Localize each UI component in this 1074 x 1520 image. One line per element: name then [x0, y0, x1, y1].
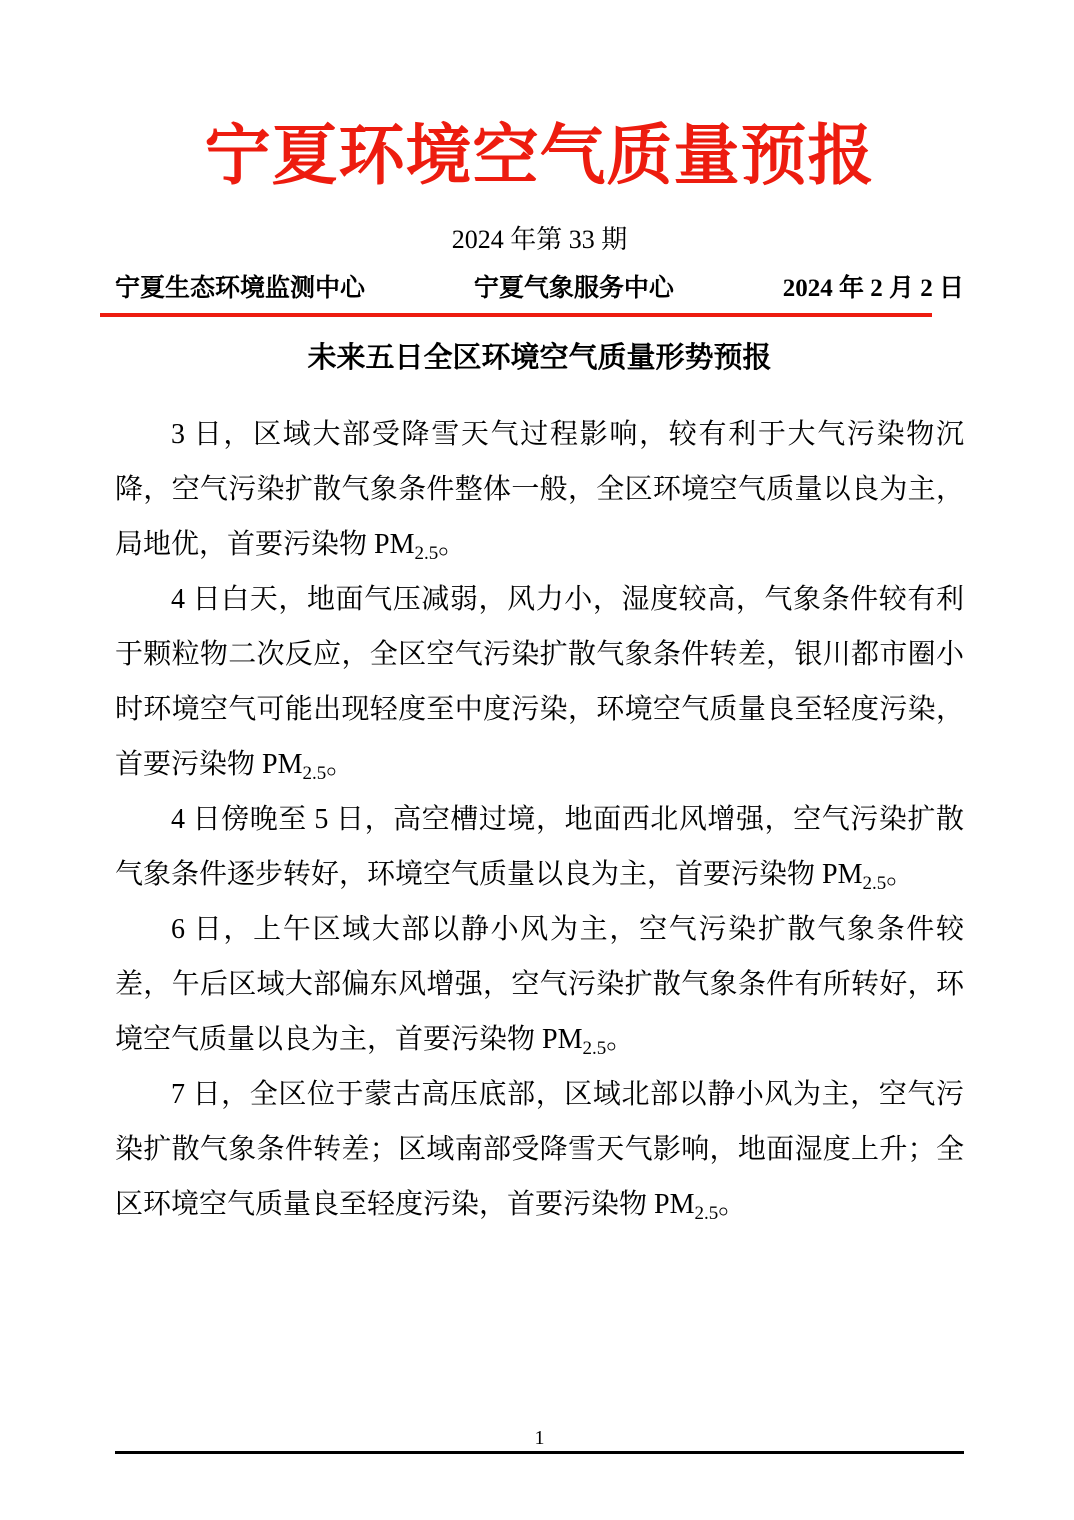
masthead	[115, 272, 964, 306]
forecast-paragraph-4	[115, 902, 964, 1067]
pollutant-subscript: 2.5	[302, 763, 327, 784]
page-number: 1	[534, 1427, 545, 1449]
org-center: 宁夏气象服务中心	[473, 275, 674, 302]
section-heading: 未来五日全区环境空气质量形势预报	[307, 342, 772, 374]
pollutant-subscript: 2.5	[582, 1038, 607, 1059]
pollutant-name: PM	[262, 749, 303, 780]
sentence-end: 。	[606, 1024, 635, 1055]
page-footer	[115, 1426, 964, 1454]
paragraph-text: 4 日白天，地面气压减弱，风力小，湿度较高，气象条件较有利于颗粒物二次反应，全区空气污染扩散气象条件转差，银川都市圈小时环境空气可能出现轻度至中度污染，环境空气质量良至轻度污染，首要污染物	[115, 584, 964, 780]
paragraph-text: 4 日傍晚至 5 日，高空槽过境，地面西北风增强，空气污染扩散气象条件逐步转好，环境空气质量以良为主，首要污染物	[115, 804, 964, 890]
document-title: 宁夏环境空气质量预报	[204, 120, 875, 193]
sentence-end: 。	[438, 529, 467, 560]
sentence-end: 。	[718, 1189, 747, 1220]
forecast-body	[115, 407, 964, 1232]
issue-number: 2024 年第 33 期	[451, 225, 628, 254]
pollutant-name: PM	[542, 1024, 583, 1055]
forecast-paragraph-3	[115, 792, 964, 902]
pollutant-subscript: 2.5	[862, 873, 887, 894]
pollutant-subscript: 2.5	[414, 543, 439, 564]
forecast-paragraph-1	[115, 407, 964, 572]
forecast-paragraph-2	[115, 572, 964, 792]
pollutant-name: PM	[822, 859, 863, 890]
paragraph-text: 3 日，区域大部受降雪天气过程影响，较有利于大气污染物沉降，空气污染扩散气象条件整体一般，全区环境空气质量以良为主，局地优，首要污染物	[115, 419, 964, 560]
issue-date: 2024 年 2 月 2 日	[782, 275, 964, 302]
footer-rule	[115, 1451, 964, 1454]
paragraph-text: 6 日，上午区域大部以静小风为主，空气污染扩散气象条件较差，午后区域大部偏东风增强，空气污染扩散气象条件有所转好，环境空气质量以良为主，首要污染物	[115, 914, 964, 1055]
pollutant-subscript: 2.5	[694, 1203, 719, 1224]
sentence-end: 。	[326, 749, 355, 780]
paragraph-text: 7 日，全区位于蒙古高压底部，区域北部以静小风为主，空气污染扩散气象条件转差；区域南部受降雪天气影响，地面湿度上升；全区环境空气质量良至轻度污染，首要污染物	[115, 1079, 964, 1220]
pollutant-name: PM	[654, 1189, 695, 1220]
pollutant-name: PM	[374, 529, 415, 560]
sentence-end: 。	[886, 859, 915, 890]
forecast-paragraph-5	[115, 1067, 964, 1232]
header-rule	[100, 313, 932, 317]
org-left: 宁夏生态环境监测中心	[115, 275, 366, 302]
